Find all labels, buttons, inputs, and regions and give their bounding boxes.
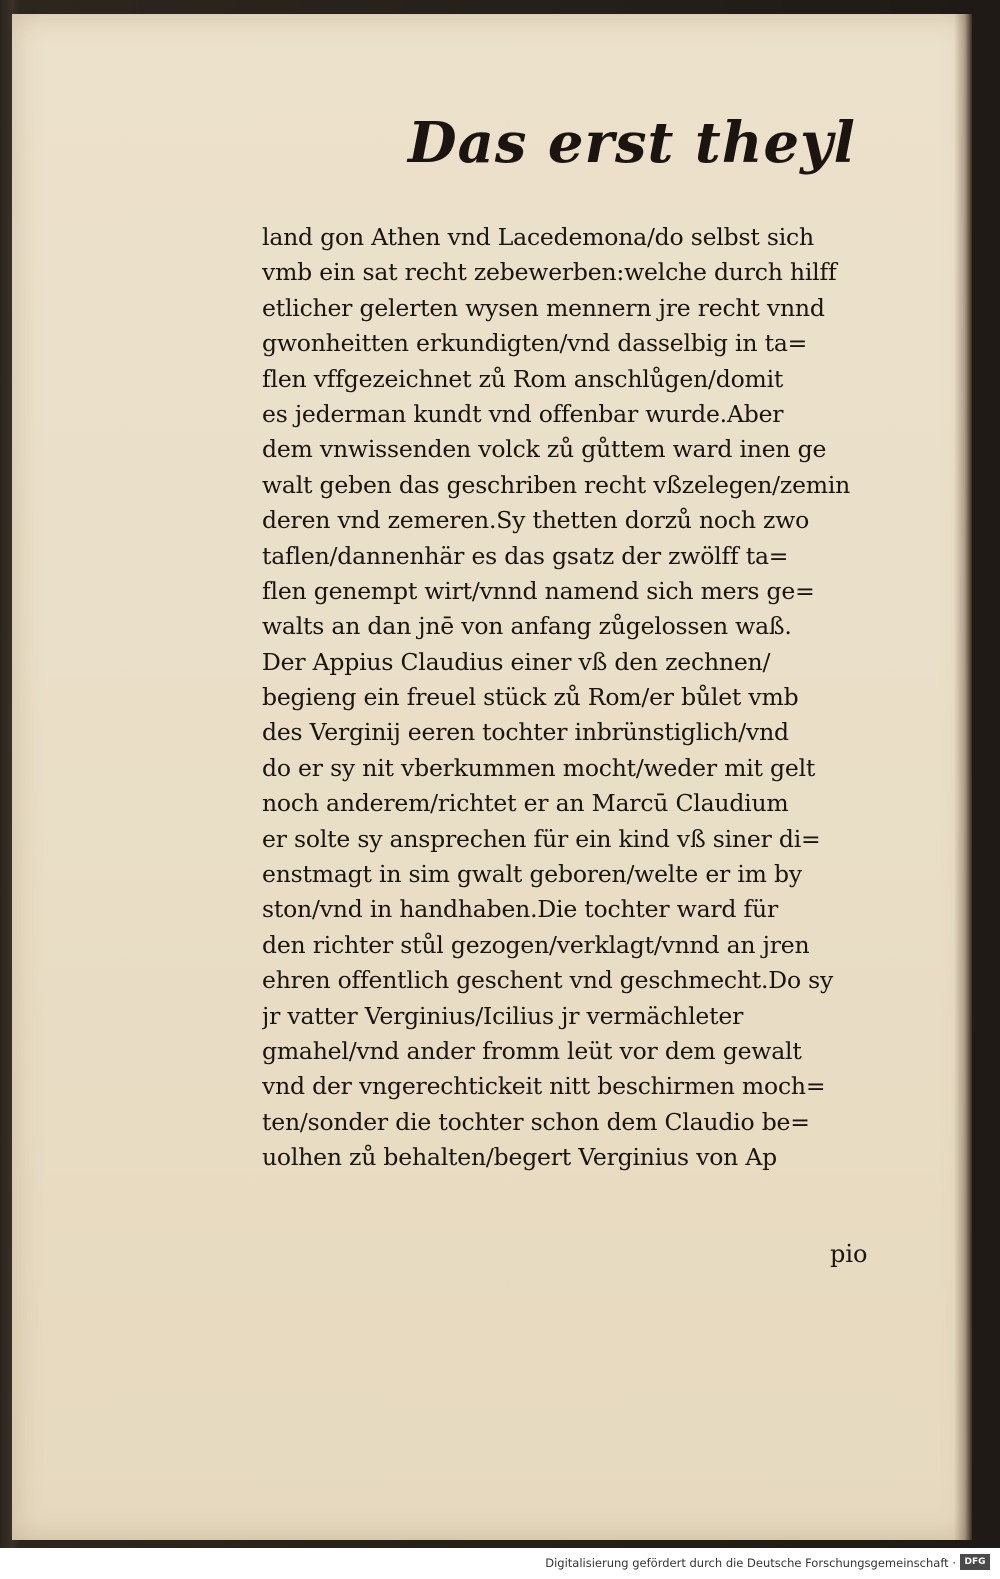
page-edge-shadow [954, 14, 972, 1540]
text-line: noch anderem/richtet er an Marcū Claudium [262, 789, 789, 818]
text-line: den richter stůl gezogen/verklagt/vnnd an jren [262, 930, 810, 959]
text-line: ston/vnd in handhaben.Die tochter ward für [262, 895, 778, 924]
text-line: es jederman kundt vnd offenbar wurde.Aber [262, 399, 784, 428]
body-text [262, 220, 902, 1176]
text-line: uolhen zů behalten/begert Verginius von Ap [262, 1143, 777, 1172]
text-line: flen vffgezeichnet zů Rom anschlůgen/domit [262, 364, 784, 393]
text-line: vmb ein sat recht zebewerben:welche durch hilff [262, 258, 837, 287]
text-line: enstmagt in sim gwalt geboren/welte er im by [262, 860, 802, 889]
text-line: etlicher gelerten wysen mennern jre recht vnnd [262, 293, 825, 322]
text-line: des Verginij eeren tochter inbrünstiglich/vnd [262, 718, 789, 747]
text-line: walts an dan jnē von anfang zůgelossen waß. [262, 612, 792, 641]
text-line: gwonheitten erkundigten/vnd dasselbig in ta= [262, 329, 808, 358]
text-line: vnd der vngerechtickeit nitt beschirmen moch= [262, 1072, 826, 1101]
catchword: pio [830, 1240, 868, 1268]
text-line: dem vnwissenden volck zů gůttem ward inen ge [262, 435, 827, 464]
text-line: deren vnd zemeren.Sy thetten dorzů noch zwo [262, 506, 810, 535]
text-line: begieng ein freuel stück zů Rom/er bůlet vmb [262, 683, 799, 712]
text-line: taflen/dannenhär es das gsatz der zwölff ta= [262, 541, 789, 570]
text-line: Der Appius Claudius einer vß den zechnen/ [262, 647, 771, 676]
running-title: Das erst theyl [408, 110, 856, 176]
text-line: do er sy nit vberkummen mocht/weder mit gelt [262, 753, 816, 782]
text-line: ehren offentlich geschent vnd geschmecht.Do sy [262, 966, 834, 995]
text-line: flen genempt wirt/vnnd namend sich mers ge= [262, 576, 815, 605]
footer-credit: Digitalisierung gefördert durch die Deutsche Forschungsgemeinschaft · [545, 1556, 956, 1570]
text-line: er solte sy ansprechen für ein kind vß siner di= [262, 824, 821, 853]
text-line: walt geben das geschriben recht vßzelegen/zemin [262, 470, 851, 499]
text-line: land gon Athen vnd Lacedemona/do selbst sich [262, 223, 814, 251]
dfg-logo: DFG [960, 1554, 990, 1570]
text-line: jr vatter Verginius/Icilius jr vermächleter [262, 1001, 744, 1030]
text-line: ten/sonder die tochter schon dem Claudio be= [262, 1107, 810, 1136]
text-line: gmahel/vnd ander fromm leüt vor dem gewalt [262, 1036, 802, 1065]
